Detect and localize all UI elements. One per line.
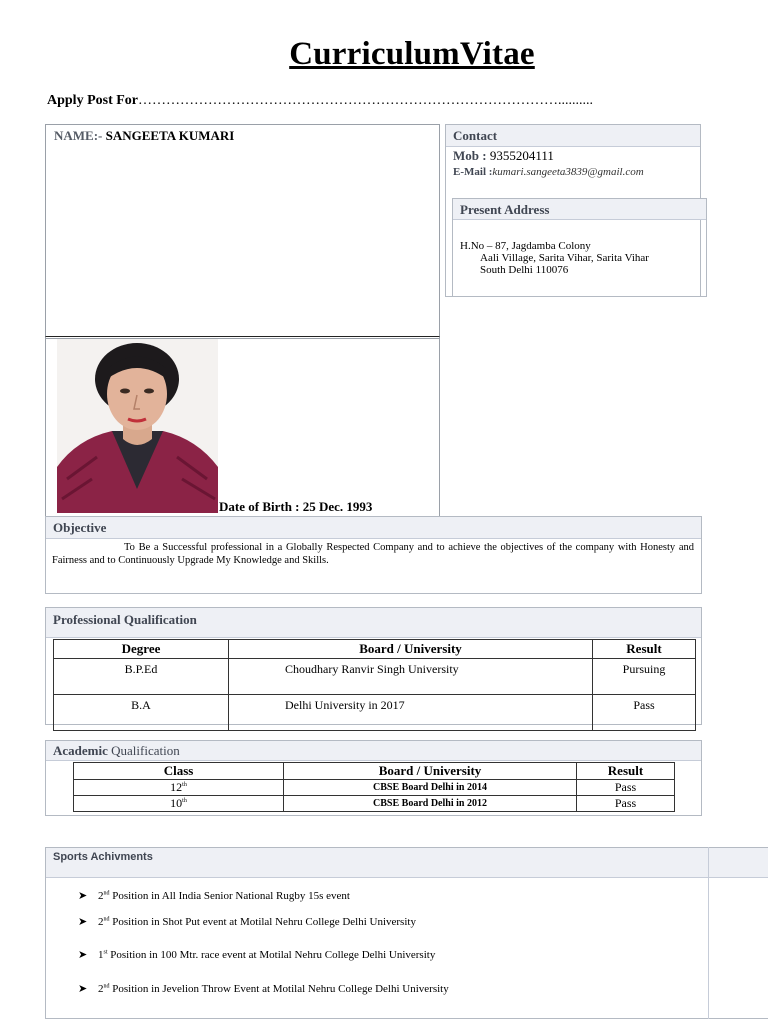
class-cell: 12th <box>74 780 284 796</box>
objective-text: To Be a Successful professional in a Globally Respected Company and to achieve the objectives of the company with Honesty and Fairness and to Continuously Upgrade My Knowledge and Skills. <box>52 542 694 566</box>
board-cell: Choudhary Ranvir Singh University <box>229 659 593 695</box>
table-header-row <box>74 763 675 780</box>
professional-table <box>53 639 696 731</box>
mobile-label: Mob : <box>453 148 487 163</box>
address-line-2: Aali Village, Sarita Vihar, Sarita Vihar <box>480 252 649 264</box>
list-item: ➤ 2nd Position in All India Senior National Rugby 15s event <box>78 890 350 902</box>
table-row <box>74 796 675 812</box>
address-text <box>460 240 649 276</box>
date-of-birth: Date of Birth : 25 Dec. 1993 <box>219 499 373 514</box>
academic-header <box>46 741 701 761</box>
arrow-bullet-icon: ➤ <box>78 890 88 902</box>
name-label: NAME:- <box>54 128 103 143</box>
class-cell: 10th <box>74 796 284 812</box>
name-value: SANGEETA KUMARI <box>102 128 235 143</box>
list-item: ➤ 2nd Position in Shot Put event at Motilal Nehru College Delhi University <box>78 916 416 928</box>
name-line <box>54 128 234 144</box>
apply-post-line <box>47 93 593 109</box>
academic-header-word: Academic <box>53 743 112 758</box>
academic-header-word: Qualification <box>111 743 180 758</box>
professional-header: Professional Qualification <box>46 608 701 638</box>
objective-header: Objective <box>46 517 701 539</box>
name-box <box>45 124 440 339</box>
table-header-row <box>54 640 696 659</box>
address-line-3: South Delhi 110076 <box>480 264 569 276</box>
arrow-bullet-icon: ➤ <box>78 949 88 961</box>
board-cell: CBSE Board Delhi in 2012 <box>284 796 577 812</box>
result-cell: Pass <box>577 780 675 796</box>
result-cell: Pass <box>577 796 675 812</box>
email-value: kumari.sangeeta3839@gmail.com <box>492 166 644 178</box>
sports-header: Sports Achivments <box>46 848 768 878</box>
section-divider <box>708 847 709 1019</box>
arrow-bullet-icon: ➤ <box>78 916 88 928</box>
address-header: Present Address <box>453 199 706 220</box>
result-cell: Pursuing <box>593 659 696 695</box>
column-header-board: Board / University <box>284 763 577 780</box>
apply-post-dots: ……………………………………………………………………………….......... <box>138 93 593 108</box>
table-row <box>74 780 675 796</box>
apply-post-label: Apply Post For <box>47 93 138 108</box>
address-line-1: H.No – 87, Jagdamba Colony <box>460 240 591 252</box>
academic-table <box>73 762 675 812</box>
result-cell: Pass <box>593 695 696 731</box>
board-cell: CBSE Board Delhi in 2014 <box>284 780 577 796</box>
column-header-degree: Degree <box>54 640 229 659</box>
table-row <box>54 659 696 695</box>
mobile-value: 9355204111 <box>486 148 554 163</box>
column-header-class: Class <box>74 763 284 780</box>
profile-photo <box>57 339 218 513</box>
board-cell: Delhi University in 2017 <box>229 695 593 731</box>
arrow-bullet-icon: ➤ <box>78 983 88 995</box>
page-title: CurriculumVitae <box>289 36 535 72</box>
table-row <box>54 695 696 731</box>
list-item: ➤ 1st Position in 100 Mtr. race event at Motilal Nehru College Delhi University <box>78 949 436 961</box>
column-header-result: Result <box>593 640 696 659</box>
contact-header: Contact <box>446 125 700 147</box>
email-line <box>453 166 644 178</box>
email-label: E-Mail : <box>453 166 493 178</box>
degree-cell: B.A <box>54 695 229 731</box>
column-header-board: Board / University <box>229 640 593 659</box>
column-header-result: Result <box>577 763 675 780</box>
mobile-line <box>453 148 554 164</box>
list-item: ➤ 2nd Position in Jevelion Throw Event at Motilal Nehru College Delhi University <box>78 983 449 995</box>
degree-cell: B.P.Ed <box>54 659 229 695</box>
